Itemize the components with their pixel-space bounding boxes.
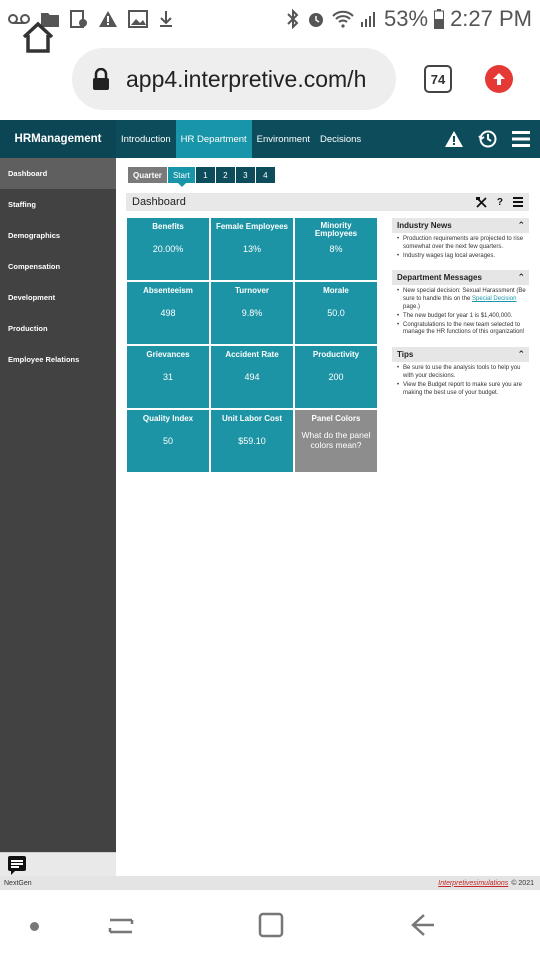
panel-title: Industry News bbox=[397, 221, 452, 230]
sidebar-item-production[interactable]: Production bbox=[8, 324, 48, 333]
battery-icon bbox=[434, 9, 444, 29]
footer bbox=[0, 876, 540, 890]
wifi-icon bbox=[332, 10, 354, 28]
help-icon[interactable]: ? bbox=[496, 196, 503, 208]
arrow-up-icon bbox=[492, 72, 506, 86]
tab-count-button[interactable]: 74 bbox=[424, 65, 452, 93]
home-icon[interactable] bbox=[18, 18, 58, 58]
tip-item: • View the Budget report to make sure you are making the best use of your budget. bbox=[398, 382, 527, 398]
battery-percent: 53% bbox=[384, 6, 429, 31]
quarter-label: Quarter bbox=[128, 167, 167, 183]
panel-title: Tips bbox=[397, 350, 414, 360]
tab-environment[interactable]: Environment bbox=[256, 133, 310, 145]
image-icon bbox=[128, 10, 148, 28]
footer-brand-logo[interactable]: Interpretivesimulations bbox=[438, 879, 509, 887]
tile-title: Morale bbox=[323, 286, 349, 295]
message-text: page.) bbox=[403, 303, 421, 310]
app-header bbox=[0, 120, 540, 158]
quarter-selector bbox=[128, 167, 275, 183]
tile-accident-rate[interactable] bbox=[211, 346, 293, 408]
tile-productivity[interactable] bbox=[295, 346, 377, 408]
tile-title: Female Employees bbox=[215, 222, 289, 231]
address-bar[interactable] bbox=[72, 48, 396, 110]
page-title: Dashboard bbox=[132, 196, 186, 208]
list-icon[interactable] bbox=[513, 197, 523, 207]
tile-title: Accident Rate bbox=[225, 350, 279, 359]
dashboard-header bbox=[126, 193, 529, 211]
tile-value: 200 bbox=[328, 372, 344, 382]
tile-value: 13% bbox=[242, 244, 261, 254]
alarm-icon bbox=[306, 9, 326, 29]
url-text: app4.interpretive.com/h bbox=[126, 65, 367, 92]
tile-title: Grievances bbox=[146, 350, 190, 359]
panel-header[interactable] bbox=[392, 218, 529, 233]
panel-title: Department Messages bbox=[397, 273, 482, 283]
tile-female-employees[interactable] bbox=[211, 218, 293, 280]
special-decision-link[interactable]: Special Decision bbox=[472, 296, 517, 303]
info-panels bbox=[392, 218, 529, 407]
system-nav-bar bbox=[0, 890, 540, 960]
tile-panel-colors[interactable] bbox=[295, 410, 377, 472]
tile-quality-index[interactable] bbox=[127, 410, 209, 472]
tab-introduction[interactable]: Introduction bbox=[121, 133, 171, 145]
tile-value: 8% bbox=[329, 244, 343, 254]
tile-turnover[interactable] bbox=[211, 282, 293, 344]
tile-morale[interactable] bbox=[295, 282, 377, 344]
brand-logo[interactable]: HRManagement bbox=[0, 120, 116, 158]
tile-value: 9.8% bbox=[241, 308, 263, 318]
collapse-icon[interactable]: ⌃ bbox=[517, 220, 525, 230]
tile-value: 20.00% bbox=[152, 244, 184, 254]
tip-item: • Be sure to use the analysis tools to help you with your decisions. bbox=[398, 365, 527, 381]
signal-icon bbox=[360, 10, 378, 28]
panel-header[interactable] bbox=[392, 270, 529, 285]
bluetooth-icon bbox=[286, 9, 300, 29]
history-icon[interactable] bbox=[478, 129, 498, 149]
chat-icon[interactable] bbox=[8, 856, 26, 871]
menu-icon[interactable] bbox=[512, 131, 530, 147]
sidebar-item-compensation[interactable]: Compensation bbox=[8, 262, 61, 271]
message-text: New special decision: Sexual Harassment (Be sure to handle this on the bbox=[403, 288, 526, 303]
copyright: © 2021 bbox=[511, 879, 534, 887]
chat-bar bbox=[0, 852, 116, 876]
tile-title: Turnover bbox=[234, 286, 270, 295]
department-messages-panel bbox=[392, 270, 529, 337]
sidebar-item-employee-relations[interactable]: Employee Relations bbox=[8, 355, 80, 364]
tile-title: Minority Employees bbox=[314, 221, 358, 239]
kpi-grid bbox=[127, 218, 379, 472]
sidebar-item-dashboard[interactable]: Dashboard bbox=[0, 158, 116, 189]
sidebar-item-staffing[interactable]: Staffing bbox=[8, 200, 36, 209]
message-item bbox=[398, 288, 527, 311]
tile-title: Quality Index bbox=[142, 414, 194, 423]
news-item: • Industry wages lag local averages. bbox=[398, 253, 527, 261]
quarter-start-button[interactable]: Start bbox=[167, 167, 195, 183]
collapse-icon[interactable]: ⌃ bbox=[517, 272, 525, 283]
tips-panel bbox=[392, 347, 529, 397]
panel-colors-link[interactable]: What do the panel colors mean? bbox=[301, 430, 371, 451]
tile-value: 31 bbox=[162, 372, 173, 382]
tile-title: Absenteeism bbox=[143, 286, 193, 295]
footer-left: NextGen bbox=[4, 879, 32, 887]
tile-absenteeism[interactable] bbox=[127, 282, 209, 344]
quarter-1-button[interactable]: 1 bbox=[195, 167, 215, 183]
panel-header[interactable] bbox=[392, 347, 529, 362]
quarter-2-button[interactable]: 2 bbox=[215, 167, 235, 183]
tile-value: 498 bbox=[160, 308, 176, 318]
tile-title: Panel Colors bbox=[311, 414, 361, 423]
nav-dot-icon bbox=[30, 922, 39, 931]
update-button[interactable] bbox=[485, 65, 513, 93]
recents-icon[interactable] bbox=[108, 914, 134, 936]
quarter-4-button[interactable]: 4 bbox=[255, 167, 275, 183]
sidebar-item-development[interactable]: Development bbox=[8, 293, 56, 302]
warning-icon bbox=[98, 10, 118, 28]
tools-icon[interactable] bbox=[476, 197, 487, 208]
status-bar bbox=[0, 0, 540, 38]
tile-value: $59.10 bbox=[238, 436, 266, 446]
sidebar bbox=[0, 158, 116, 852]
tile-grievances[interactable] bbox=[127, 346, 209, 408]
tab-decisions[interactable]: Decisions bbox=[320, 133, 362, 145]
alert-icon[interactable] bbox=[444, 130, 464, 148]
message-item: • The new budget for year 1 is $1,400,000. bbox=[398, 313, 527, 321]
collapse-icon[interactable]: ⌃ bbox=[517, 349, 525, 360]
message-item: • Congratulations to the new team selected to manage the HR functions of this organization! bbox=[398, 322, 527, 338]
screen-record-icon bbox=[70, 9, 88, 29]
tile-benefits[interactable] bbox=[127, 218, 209, 280]
quarter-3-button[interactable]: 3 bbox=[235, 167, 255, 183]
home-nav-icon[interactable] bbox=[258, 912, 284, 938]
industry-news-panel bbox=[392, 218, 529, 260]
sidebar-item-demographics[interactable]: Demographics bbox=[8, 231, 61, 240]
tile-value: 494 bbox=[244, 372, 260, 382]
back-icon[interactable] bbox=[410, 912, 436, 938]
clock: 2:27 PM bbox=[450, 6, 532, 31]
tile-value: 50.0 bbox=[327, 308, 345, 318]
news-item: • Production requirements are projected to rise somewhat over the next few quarters. bbox=[398, 236, 527, 252]
tab-hr-department[interactable]: HR Department bbox=[176, 120, 252, 158]
tile-title: Benefits bbox=[152, 222, 184, 231]
download-icon bbox=[158, 10, 174, 28]
tile-title: Productivity bbox=[312, 350, 360, 359]
tile-unit-labor-cost[interactable] bbox=[211, 410, 293, 472]
lock-icon bbox=[92, 68, 110, 90]
tile-title: Unit Labor Cost bbox=[222, 414, 282, 423]
tile-value: 50 bbox=[162, 436, 173, 446]
tile-minority-employees[interactable] bbox=[295, 218, 377, 280]
